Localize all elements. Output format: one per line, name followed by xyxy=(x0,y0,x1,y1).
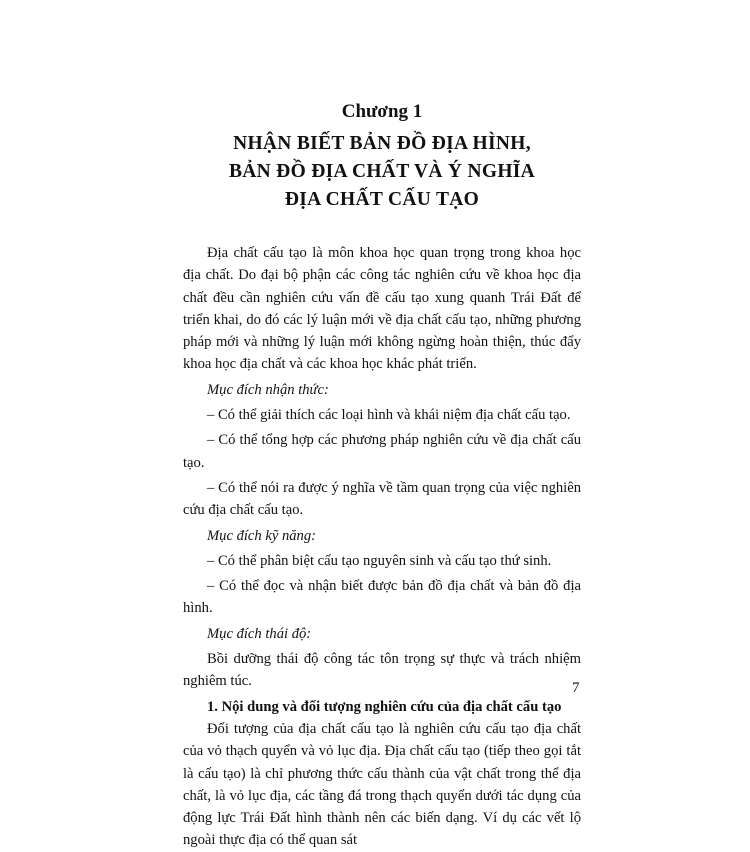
section-paragraph: Đối tượng của địa chất cấu tạo là nghiên cứu cấu tạo địa chất của vỏ thạch quyển và vỏ lục địa. Địa chất cấu tạo (tiếp theo gọi tắt là cấu tạo) là chỉ phương thức cấu thành của vật chất trong thể địa chất, là vỏ lục địa, các tầng đá trong thạch quyển dưới tác dụng của động lực Trái Đất hình thành nên các biến dạng. Ví dụ các vết lộ ngoài thực địa có thể quan sát xyxy=(183,720,581,849)
section-heading: 1. Nội dung và đối tượng nghiên cứu của địa chất cấu tạo xyxy=(207,698,562,715)
list-item: – Có thể phân biệt cấu tạo nguyên sinh và cấu tạo thứ sinh. xyxy=(207,552,552,569)
list-item: – Có thể giải thích các loại hình và khái niệm địa chất cấu tạo. xyxy=(207,407,571,424)
list-item: – Có thể đọc và nhận biết được bản đồ địa chất và bản đồ địa hình. xyxy=(183,578,581,617)
objective-skill-label: Mục đích kỹ năng: xyxy=(207,527,317,544)
chapter-label: Chương 1 xyxy=(341,101,423,122)
attitude-paragraph: Bồi dưỡng thái độ công tác tôn trọng sự thực và trách nhiệm nghiêm túc. xyxy=(183,651,581,690)
chapter-title-line-1: NHẬN BIẾT BẢN ĐỒ ĐỊA HÌNH, xyxy=(233,133,531,154)
chapter-title-line-2: BẢN ĐỒ ĐỊA CHẤT VÀ Ý NGHĨA xyxy=(228,161,536,182)
page-number: 7 xyxy=(572,680,580,696)
list-item: – Có thể nói ra được ý nghĩa về tầm quan trọng của việc nghiên cứu địa chất cấu tạo. xyxy=(183,479,581,519)
chapter-title-line-3: ĐỊA CHẤT CẤU TẠO xyxy=(284,189,480,210)
list-item: – Có thể tổng hợp các phương pháp nghiên cứu về địa chất cấu tạo. xyxy=(183,432,581,471)
intro-paragraph: Địa chất cấu tạo là môn khoa học quan trọng trong khoa học địa chất. Do đại bộ phận các công tác nghiên cứu về khoa học địa chất đều cần nghiên cứu vấn đề cấu tạo xung quanh Trái Đất để triển khai, do đó các lý luận mới về địa chất cấu tạo, những phương pháp mới và những lý luận mới không ngừng hoàn thiện, thúc đẩy khoa học địa chất và các khoa học khác phát triển. xyxy=(183,245,581,373)
document-page xyxy=(183,100,581,852)
body-text xyxy=(183,242,581,852)
objective-attitude-label: Mục đích thái độ: xyxy=(207,625,312,642)
objective-cognitive-label: Mục đích nhận thức: xyxy=(207,381,329,398)
